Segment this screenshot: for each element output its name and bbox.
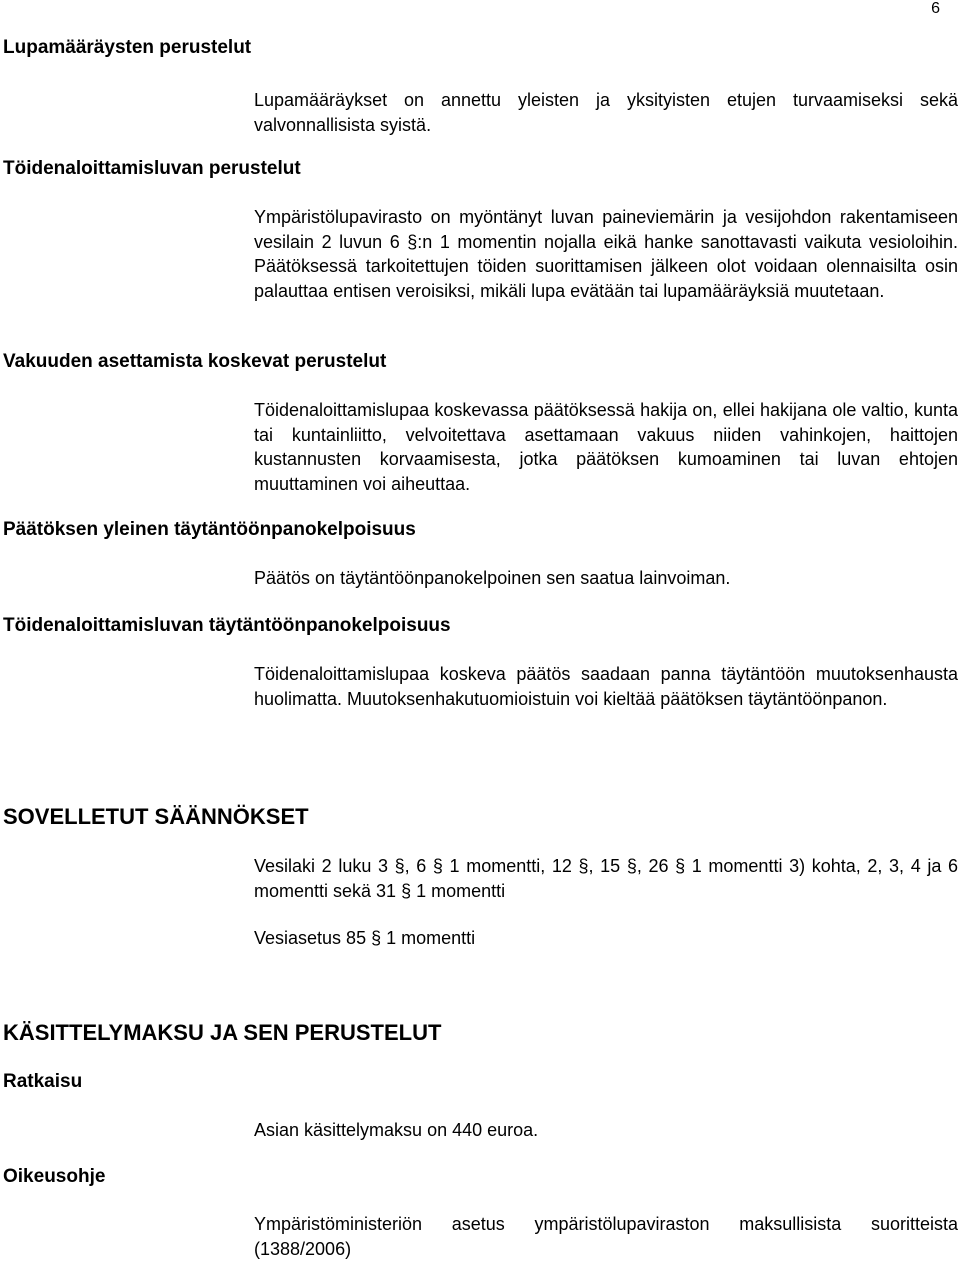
heading-oikeusohje: Oikeusohje xyxy=(3,1166,106,1187)
heading-toidenaloittamisluvan-perustelut: Töidenaloittamisluvan perustelut xyxy=(3,158,301,179)
heading-toidenaloittamisluvan-taytantoonpano: Töidenaloittamisluvan täytäntöönpanokelpoisuus xyxy=(3,615,451,636)
heading-lupamaaraysten-perustelut: Lupamääräysten perustelut xyxy=(3,37,252,58)
text-vesiasetus: Vesiasetus 85 § 1 momentti xyxy=(254,928,476,948)
text-paatoksen-taytantoonpano: Päätös on täytäntöönpanokelpoinen sen saatua lainvoiman. xyxy=(254,568,731,588)
page-number: 6 xyxy=(931,0,940,17)
text-vesilaki: Vesilaki 2 luku 3 §, 6 § 1 momentti, 12 §, 15 §, 26 § 1 momentti 3) kohta, 2, 3, 4 ja 6 momentti sekä 31 § 1 momentti xyxy=(254,856,958,901)
heading-sovelletut-saannokset: SOVELLETUT SÄÄNNÖKSET xyxy=(3,804,309,829)
heading-paatoksen-taytantoonpano: Päätöksen yleinen täytäntöönpanokelpoisuus xyxy=(3,519,416,540)
text-vakuuden-perustelut: Töidenaloittamislupaa koskevassa päätöksessä hakija on, ellei hakijana ole valtio, kunta tai kuntainliitto, velvoitettava asettamaan vakuus niiden vahinkojen, haittojen kustannusten korvaamisesta, jotka päätöksen kumoaminen tai luvan ehtojen muuttaminen voi aiheuttaa. xyxy=(254,400,958,494)
heading-vakuuden-perustelut: Vakuuden asettamista koskevat perustelut xyxy=(3,351,387,372)
heading-ratkaisu: Ratkaisu xyxy=(3,1071,83,1092)
text-toidenaloittamisluvan-taytantoonpano: Töidenaloittamislupaa koskeva päätös saadaan panna täytäntöön muutoksenhausta huolimatta. Muutoksenhakutuomioistuin voi kieltää päätöksen täytäntöönpanon. xyxy=(254,664,958,709)
text-ratkaisu: Asian käsittelymaksu on 440 euroa. xyxy=(254,1120,539,1140)
text-lupamaaraysten-perustelut: Lupamääräykset on annettu yleisten ja yksityisten etujen turvaamiseksi sekä valvonnallisista syistä. xyxy=(254,90,958,135)
text-oikeusohje: Ympäristöministeriön asetus ympäristölupaviraston maksullisista suoritteista (1388/2006) xyxy=(254,1214,958,1259)
text-toidenaloittamisluvan-perustelut: Ympäristölupavirasto on myöntänyt luvan paineviemärin ja vesijohdon rakentamiseen vesilain 2 luvun 6 §:n 1 momentin nojalla eikä hanke sanottavasti vaikuta vesioloihin. Päätöksessä tarkoitettujen töiden suorittamisen jälkeen olot voidaan olennaisilta osin palauttaa entisen veroisiksi, mikäli lupa evätään tai lupamääräyksiä muutetaan. xyxy=(254,207,958,301)
heading-kasittelymaksu: KÄSITTELYMAKSU JA SEN PERUSTELUT xyxy=(3,1020,442,1045)
